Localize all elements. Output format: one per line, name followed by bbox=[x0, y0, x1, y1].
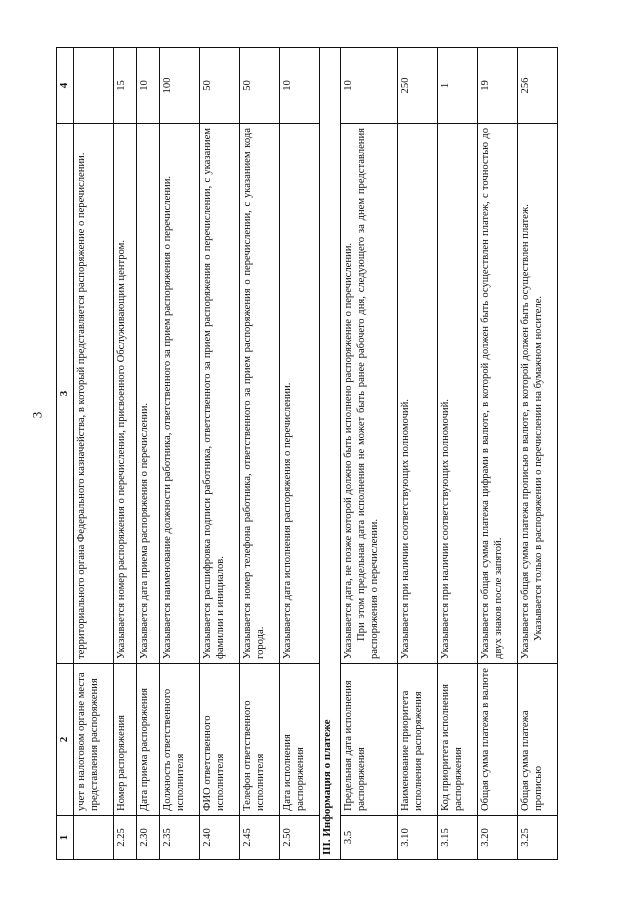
table-header-row bbox=[57, 48, 74, 860]
table-row bbox=[160, 48, 200, 860]
field-length: 50 bbox=[240, 48, 280, 124]
description-paragraph: Указывается при наличии соответствующих полномочий. bbox=[400, 399, 412, 659]
row-number: 2.30 bbox=[137, 816, 160, 860]
field-length bbox=[74, 48, 114, 124]
requisite-name: Наименование приоритета исполнения распоряжения bbox=[398, 664, 438, 816]
requisite-name: Общая сумма платежа прописью bbox=[517, 664, 557, 816]
column-header: 3 bbox=[57, 124, 74, 664]
requisite-description bbox=[280, 124, 320, 664]
table-row bbox=[200, 48, 240, 860]
table-row bbox=[280, 48, 320, 860]
field-length: 256 bbox=[517, 48, 557, 124]
row-number: 3.5 bbox=[341, 816, 398, 860]
requisite-description bbox=[113, 124, 136, 664]
field-length: 10 bbox=[137, 48, 160, 124]
requisite-description bbox=[160, 124, 200, 664]
requisite-description bbox=[341, 124, 398, 664]
table-row bbox=[240, 48, 280, 860]
requisite-description bbox=[438, 124, 478, 664]
description-paragraph: Указывается при наличии соответствующих полномочий. bbox=[440, 399, 452, 659]
description-paragraph: Указывается общая сумма платежа цифрами в валюте, в которой должен быть осуществлен платеж, с точностью до двух знаков после запятой. bbox=[480, 128, 504, 659]
description-paragraph: Указывается номер телефона работника, ответственного за прием распоряжения о перечислении, с указанием кода города. bbox=[242, 128, 267, 659]
requisite-name: ФИО ответственного исполнителя bbox=[200, 664, 240, 816]
row-number bbox=[74, 816, 114, 860]
row-number: 3.25 bbox=[517, 816, 557, 860]
field-length: 10 bbox=[280, 48, 320, 124]
rotated-page bbox=[56, 48, 558, 860]
field-length: 15 bbox=[113, 48, 136, 124]
column-header: 2 bbox=[57, 664, 74, 816]
table-row bbox=[74, 48, 114, 860]
table-row bbox=[341, 48, 398, 860]
row-number: 2.45 bbox=[240, 816, 280, 860]
table-row bbox=[137, 48, 160, 860]
column-header: 4 bbox=[57, 48, 74, 124]
row-number: 2.25 bbox=[113, 816, 136, 860]
description-paragraph: Указывается номер распоряжения о перечислении, присвоенного Обслуживающим центром. bbox=[115, 240, 127, 659]
row-number: 2.50 bbox=[280, 816, 320, 860]
requisite-name: Телефон ответственного исполнителя bbox=[240, 664, 280, 816]
field-length: 1 bbox=[438, 48, 478, 124]
column-header: 1 bbox=[57, 816, 74, 860]
requisite-description bbox=[74, 124, 114, 664]
field-length: 19 bbox=[478, 48, 518, 124]
description-paragraph: Указывается расшифровка подписи работника, ответственного за прием распоряжения о перечислении, с указанием фамилии и инициалов. bbox=[202, 128, 227, 659]
row-number: 3.10 bbox=[398, 816, 438, 860]
requisite-description bbox=[478, 124, 518, 664]
requisite-description bbox=[517, 124, 557, 664]
description-paragraph: При этом предельная дата исполнения не может быть ранее рабочего дня, следующего за днем представления распоряжения о перечислении. bbox=[356, 128, 381, 659]
requisite-name: Должность ответственного исполнителя bbox=[160, 664, 200, 816]
requisite-description bbox=[200, 124, 240, 664]
requisite-description bbox=[398, 124, 438, 664]
table-row bbox=[438, 48, 478, 860]
field-length: 50 bbox=[200, 48, 240, 124]
field-length: 100 bbox=[160, 48, 200, 124]
description-paragraph: Указывается только в распоряжении о перечислении на бумажном носителе. bbox=[532, 295, 544, 641]
description-paragraph: территориального органа Федерального казначейства, в который представляется распоряжение о перечислении. bbox=[76, 152, 87, 659]
requisites-table bbox=[56, 47, 558, 860]
table-row bbox=[113, 48, 136, 860]
field-length: 250 bbox=[398, 48, 438, 124]
requisite-description bbox=[137, 124, 160, 664]
field-length: 10 bbox=[341, 48, 398, 124]
section-title: III. Информация о платеже bbox=[320, 48, 341, 860]
table-row bbox=[517, 48, 557, 860]
requisite-name: Предельная дата исполнения распоряжения bbox=[341, 664, 398, 816]
requisite-name: Общая сумма платежа в валюте bbox=[478, 664, 518, 816]
section-row bbox=[320, 48, 341, 860]
requisite-description bbox=[240, 124, 280, 664]
description-paragraph: Указывается дата исполнения распоряжения о перечислении. bbox=[282, 382, 294, 659]
description-paragraph: Указывается дата, не позже которой должно быть исполнено распоряжение о перечислении. bbox=[343, 242, 355, 659]
row-number: 3.20 bbox=[478, 816, 518, 860]
table-row bbox=[478, 48, 518, 860]
description-paragraph: Указывается дата приема распоряжения о перечислении. bbox=[139, 402, 151, 659]
requisite-name: учет в налоговом органе места представления распоряжения bbox=[74, 664, 114, 816]
description-paragraph: Указывается общая сумма платежа прописью в валюте, в которой должен быть осуществлен платеж. bbox=[519, 204, 531, 659]
requisite-name: Код приоритета исполнения распоряжения bbox=[438, 664, 478, 816]
row-number: 2.40 bbox=[200, 816, 240, 860]
page-number: 3 bbox=[29, 411, 45, 419]
row-number: 2.35 bbox=[160, 816, 200, 860]
table-row bbox=[398, 48, 438, 860]
requisite-name: Дата приема распоряжения bbox=[137, 664, 160, 816]
row-number: 3.15 bbox=[438, 816, 478, 860]
requisite-name: Номер распоряжения bbox=[113, 664, 136, 816]
description-paragraph: Указывается наименование должности работника, ответственного за прием распоряжения о перечислении. bbox=[162, 175, 174, 659]
requisite-name: Дата исполнения распоряжения bbox=[280, 664, 320, 816]
